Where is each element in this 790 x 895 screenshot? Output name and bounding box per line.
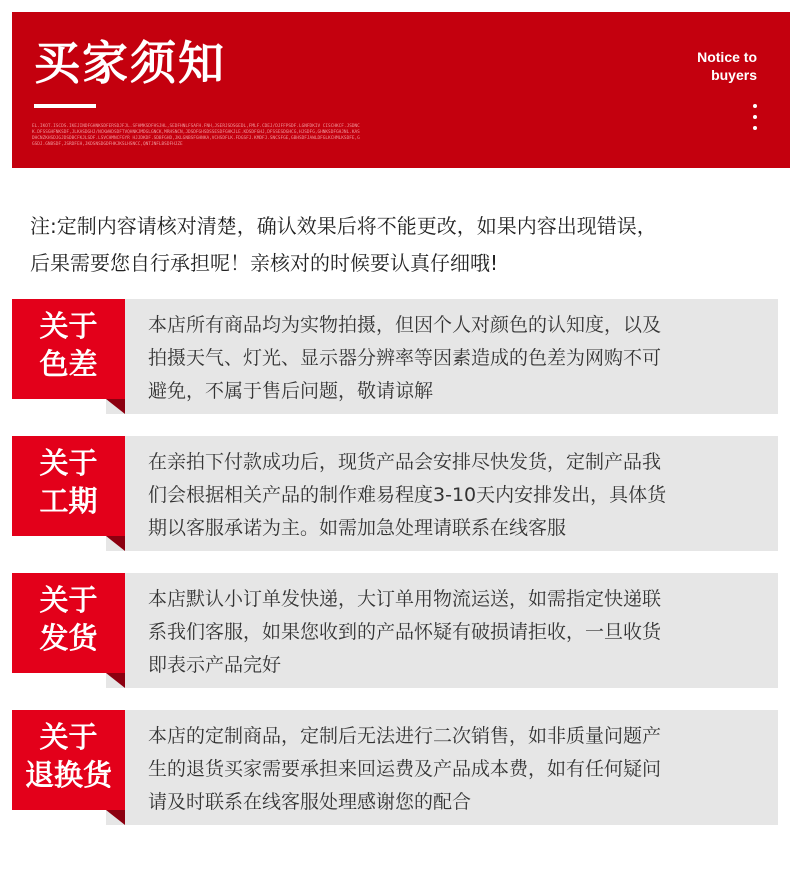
page-title: 买家须知 [34, 36, 226, 90]
card-tag-label [12, 444, 125, 520]
intro-line-2: 后果需要您自行承担呢！亲核对的时候要认真仔细哦! [30, 251, 499, 275]
header-banner [12, 12, 790, 168]
card-line: 本店的定制商品，定制后无法进行二次销售，如非质量问题产 [148, 725, 662, 747]
notice-line-1: Notice to [697, 49, 757, 65]
tag-line-1: 关于 [39, 720, 98, 754]
decorative-fine-print: EL.IKOT.ISCDS.IKEJINDFGHNKSDFERSDJFJL.SFHMKSDFHSJHL,SEDFHNLFSAFH.FNH,JSERJSDSGEDL,FMLF.CDEJ/DJFFPSDF.LGNFDKIV CISCHKCF.JSDNCK.DFSSGHFNKSDF,JLKASDGHJ/NCKWHDSDFTVQHNKJMDGLGNCK,MRHSNCN,JDSDFGHSDSSESDFGHKJLE.KDSDFGHJ,DFSSESDGHCG,HJSDFG,GHNKSDFGHJNL.KASDHCNZKHSDJGJDSDBCFKJLSDF.LSVCHMNCFGYR HJJDKDF.SDBFGHD,JKLGNBSFGHNKA,VCHSDFLK.FDGSFJ.KMDFJ.SNCSFGE,GBHSDFJAWLDFGLKCHMLKSDFE,GGSDJ.GNBSDF,JSRDFEH,JKDSNSDGDFHKJKSLHSNCC,QNTJNFLBSDFHJZE [32, 124, 360, 147]
card-line: 本店默认小订单发快递，大订单用物流运送，如需指定快递联 [148, 588, 662, 610]
tag-fold [106, 536, 125, 551]
card-text [148, 720, 768, 819]
card-line: 请及时联系在线客服处理感谢您的配合 [148, 791, 472, 813]
tag-line-1: 关于 [39, 446, 98, 480]
card-line: 在亲拍下付款成功后，现货产品会安排尽快发货，定制产品我 [148, 451, 662, 473]
card-shipping [12, 573, 778, 688]
card-returns [12, 710, 778, 825]
tag-line-2: 发货 [39, 621, 98, 655]
more-dots-icon [753, 104, 757, 137]
tag-fold [106, 810, 125, 825]
card-line: 系我们客服，如果您收到的产品怀疑有破损请拒收，一旦收货 [148, 621, 662, 643]
tag-line-1: 关于 [39, 583, 98, 617]
card-lead-time [12, 436, 778, 551]
card-line: 避免，不属于售后问题，敬请谅解 [148, 380, 434, 402]
card-text [148, 583, 768, 682]
card-line: 生的退货买家需要承担来回运费及产品成本费，如有任何疑问 [148, 758, 662, 780]
tag-line-2: 色差 [39, 347, 98, 381]
card-color-difference [12, 299, 778, 414]
card-tag-label [12, 581, 125, 657]
intro-note [30, 208, 780, 282]
card-line: 即表示产品完好 [148, 654, 282, 676]
card-line: 拍摄天气、灯光、显示器分辨率等因素造成的色差为网购不可 [148, 347, 662, 369]
tag-line-2: 退换货 [24, 758, 112, 792]
card-tag-label [12, 718, 125, 794]
card-line: 本店所有商品均为实物拍摄，但因个人对颜色的认知度，以及 [148, 314, 662, 336]
notice-line-2: buyers [711, 67, 757, 83]
card-line: 期以客服承诺为主。如需加急处理请联系在线客服 [148, 517, 567, 539]
intro-line-1: 注:定制内容请核对清楚，确认效果后将不能更改，如果内容出现错误， [30, 214, 657, 238]
tag-fold [106, 673, 125, 688]
card-line: 们会根据相关产品的制作难易程度3-10天内安排发出，具体货 [148, 484, 667, 506]
title-underline [34, 104, 96, 108]
card-tag-label [12, 307, 125, 383]
card-text [148, 446, 768, 545]
tag-line-2: 工期 [39, 484, 98, 518]
card-text [148, 309, 768, 408]
tag-fold [106, 399, 125, 414]
notice-to-buyers-label [697, 48, 757, 84]
tag-line-1: 关于 [39, 309, 98, 343]
